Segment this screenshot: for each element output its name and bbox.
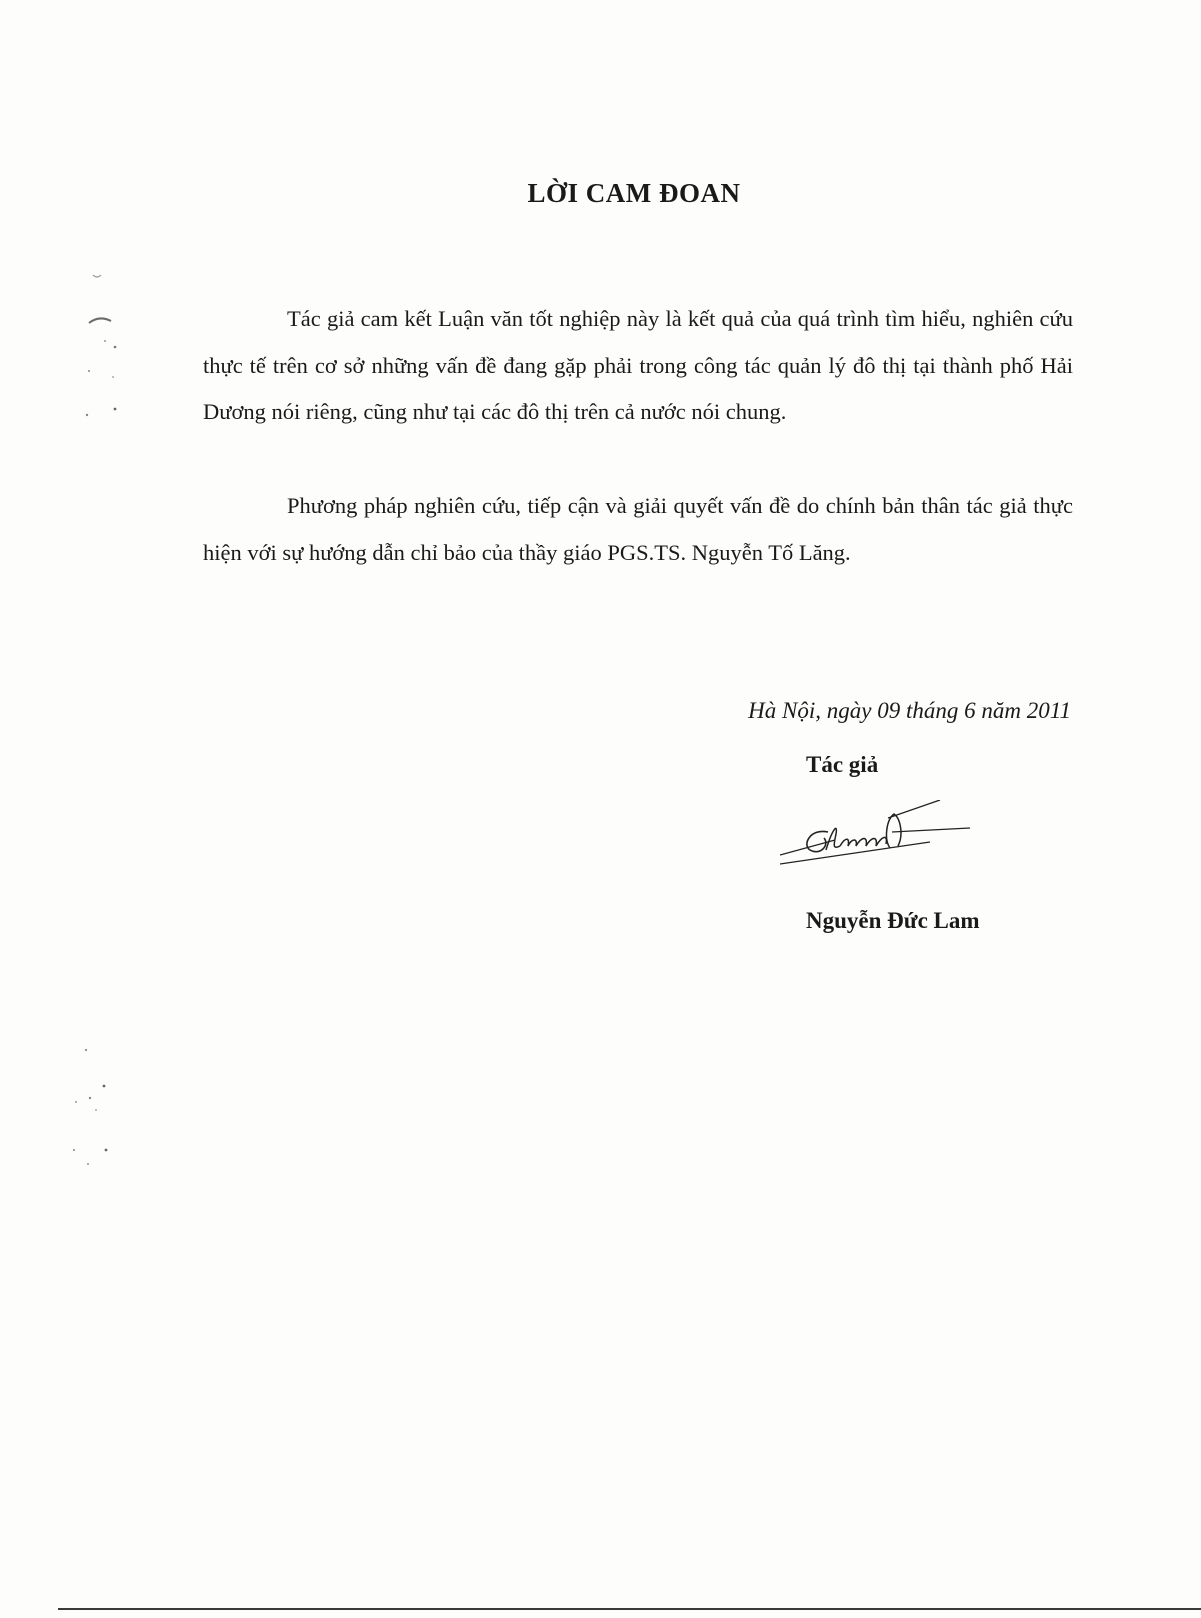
- bottom-rule: [58, 1608, 1201, 1610]
- handwritten-signature: [780, 800, 1010, 900]
- place-date: Hà Nội, ngày 09 tháng 6 năm 2011: [748, 698, 1071, 723]
- scan-marks: [75, 265, 135, 435]
- paragraph-commitment: Tác giả cam kết Luận văn tốt nghiệp này là kết quả của quá trình tìm hiểu, nghiên cứu thực tế trên cơ sở những vấn đề đang gặp phải trong công tác quản lý đô thị tại thành phố Hải Dương nói riêng, cũng như tại các đô thị trên cả nước nói chung.: [203, 306, 1073, 424]
- paragraph-method: Phương pháp nghiên cứu, tiếp cận và giải quyết vấn đề do chính bản thân tác giả thực hiện với sự hướng dẫn chỉ bảo của thầy giáo PGS.TS. Nguyễn Tố Lăng.: [203, 493, 1073, 565]
- page-title: LỜI CAM ĐOAN: [527, 178, 741, 208]
- scan-marks-lower: [60, 1040, 130, 1180]
- author-label: Tác giả: [806, 752, 879, 777]
- author-name: Nguyễn Đức Lam: [806, 908, 980, 933]
